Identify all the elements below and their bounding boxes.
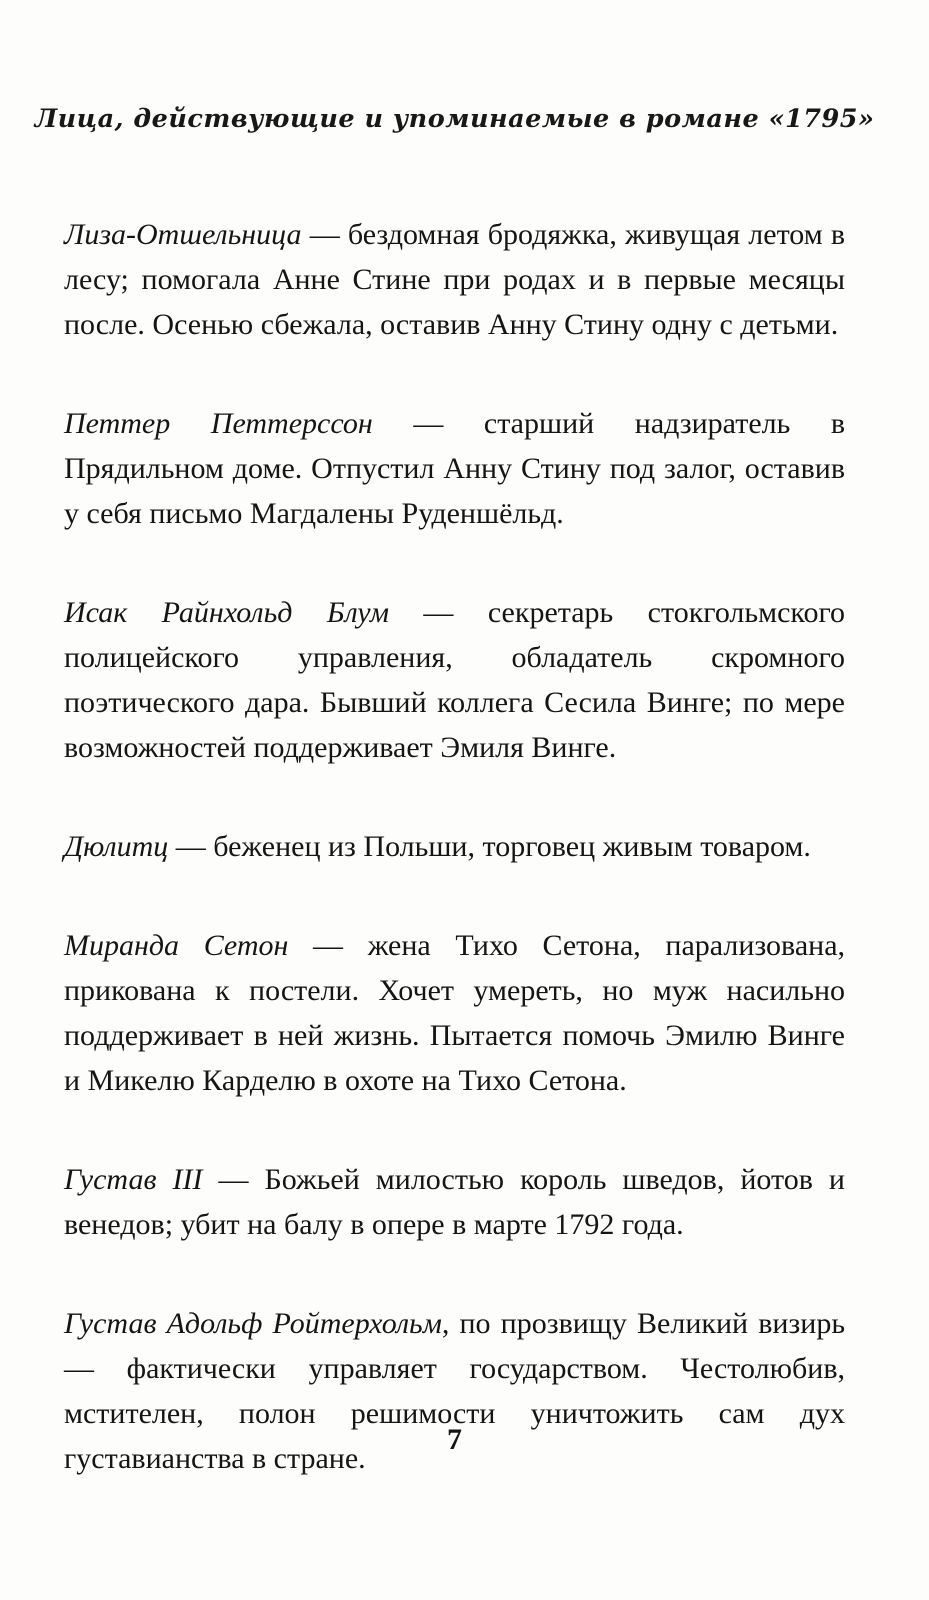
character-list	[64, 212, 845, 1535]
character-entry: Исак Райнхольд Блум — секретарь стокгольмского полицейского управления, обладатель скромного поэтического дара. Бывший коллега Сесила Винге; по мере возможностей поддерживает Эмиля Винге.	[64, 596, 845, 764]
character-description: старший надзиратель в Прядильном доме. Отпустил Анну Стину под залог, оставив у себя письмо Магдалены Руденшёльд.	[64, 407, 845, 530]
character-description: секретарь стокгольмского полицейского управления, обладатель скромного поэтического дара. Бывший коллега Сесила Винге; по мере возможностей поддерживает Эмиля Винге.	[64, 596, 845, 764]
character-name: Петтер Петтерссон	[64, 407, 373, 440]
page-number: 7	[447, 1423, 462, 1456]
character-description: по прозвищу Великий визирь — фактически управляет государством. Честолюбив, мстителен, полон решимости уничтожить сам дух густавианства в стране.	[64, 1307, 846, 1475]
character-entry: Миранда Сетон — жена Тихо Сетона, парализована, прикована к постели. Хочет умереть, но муж насильно поддерживает в ней жизнь. Пытается помочь Эмилю Винге и Микелю Карделю в охоте на Тихо Сетона.	[64, 929, 846, 1097]
character-entry: Дюлитц — беженец из Польши, торговец живым товаром.	[64, 830, 811, 863]
character-description: бездомная бродяжка, живущая летом в лесу; помогала Анне Стине при родах и в первые месяцы после. Осенью сбежала, оставив Анну Стину одну с детьми.	[64, 218, 846, 341]
character-description: беженец из Польши, торговец живым товаром.	[213, 830, 811, 863]
character-entry: Лиза-Отшельница — бездомная бродяжка, живущая летом в лесу; помогала Анне Стине при родах и в первые месяцы после. Осенью сбежала, оставив Анну Стину одну с детьми.	[64, 218, 846, 341]
character-entry: Густав Адольф Ройтерхольм, по прозвищу Великий визирь — фактически управляет государством. Честолюбив, мстителен, полон решимости уничтожить сам дух густавианства в стране.	[64, 1307, 846, 1475]
book-page	[34, 0, 875, 1600]
character-name: Густав Адольф Ройтерхольм	[64, 1307, 442, 1340]
character-name: Исак Райнхольд Блум	[64, 596, 389, 629]
character-description: жена Тихо Сетона, парализована, прикована к постели. Хочет умереть, но муж насильно поддерживает в ней жизнь. Пытается помочь Эмилю Винге и Микелю Карделю в охоте на Тихо Сетона.	[64, 929, 846, 1097]
character-description: Божьей милостью король шведов, йотов и венедов; убит на балу в опере в марте 1792 года.	[64, 1163, 845, 1241]
character-name: Лиза-Отшельница	[64, 218, 302, 251]
character-entry: Петтер Петтерссон — старший надзиратель в Прядильном доме. Отпустил Анну Стину под залог, оставив у себя письмо Магдалены Руденшёльд.	[64, 407, 845, 530]
character-name: Миранда Сетон	[64, 929, 289, 962]
character-entry: Густав III — Божьей милостью король шведов, йотов и венедов; убит на балу в опере в марте 1792 года.	[64, 1163, 845, 1241]
character-name: Густав III	[64, 1163, 203, 1196]
character-name: Дюлитц	[64, 830, 169, 863]
running-header: Лица, действующие и упоминаемые в романе «1795»	[34, 104, 875, 134]
